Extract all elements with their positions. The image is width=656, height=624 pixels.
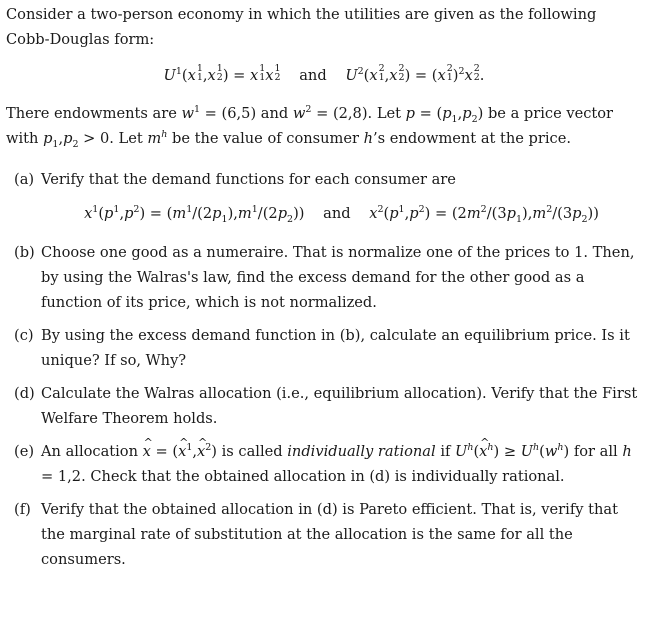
part-e: (e) An allocation ^ x = (^ $x^1,\^{}$ $x^2$) is called individually rational if $U^h(\^{}$ $x^h) \ge U^h(w^h)$ for all h = 1,2. Check that the obtained allocation in (d) is individually rational. bbox=[6, 439, 642, 489]
demand-equation: $x^1(p^1,p^2) = (m^1/(2p_1),m^1/(2p_2))$ and $x^2(p^1,p^2) = (2m^2/(3p_1),m^2/(3p_2))$ bbox=[84, 204, 599, 225]
endowments-text: There endowments are $w^1 = (6,5)$ and $w^2 = (2,8)$. Let $p = (p_1,p_2)$ be a price vector with $p_1,p_2 > 0$. Let $m^h$ be the value of consumer h’s endowment at the price. bbox=[6, 104, 614, 150]
intro-text: Consider a two-person economy in which the utilities are given as the following Cobb-Douglas form: bbox=[6, 6, 597, 48]
part-label: (b) bbox=[14, 244, 35, 261]
parts-list bbox=[6, 167, 642, 572]
part-c bbox=[6, 323, 642, 373]
utility-equation: $U^1(x$ 1 1 ,x 1 2 ) = x 1 1 x 1 2 and $U^2(x$ 2 1 ,x 2 2 ) = (x 2 1 )$^2$x 2 2 . bbox=[163, 63, 485, 84]
part-label: (f) bbox=[14, 501, 31, 518]
part-b bbox=[6, 240, 642, 315]
part-f bbox=[6, 497, 642, 572]
part-text: By using the excess demand function in (b), calculate an equilibrium price. Is it unique? If so, Why? bbox=[41, 327, 630, 369]
part-d bbox=[6, 381, 642, 431]
utility-connector: and bbox=[299, 67, 327, 84]
part-label: (c) bbox=[14, 327, 34, 344]
part-text: Verify that the demand functions for each consumer are bbox=[41, 171, 456, 188]
part-text: Choose one good as a numeraire. That is normalize one of the prices to 1. Then, by using the Walras's law, find the excess demand for the other good as a function of its price, which is not normalized. bbox=[41, 244, 635, 311]
part-a bbox=[6, 167, 642, 226]
italic-term: individually rational bbox=[287, 443, 436, 460]
part-label: (e) bbox=[14, 443, 35, 460]
demand-connector: and bbox=[323, 205, 351, 222]
part-text: Calculate the Walras allocation (i.e., equilibrium allocation). Verify that the First Welfare Theorem holds. bbox=[41, 385, 638, 427]
part-text: Verify that the obtained allocation in (d) is Pareto efficient. That is, verify that the marginal rate of substitution at the allocation is the same for all the consumers. bbox=[41, 501, 618, 568]
part-label: (a) bbox=[14, 171, 35, 188]
part-label: (d) bbox=[14, 385, 35, 402]
